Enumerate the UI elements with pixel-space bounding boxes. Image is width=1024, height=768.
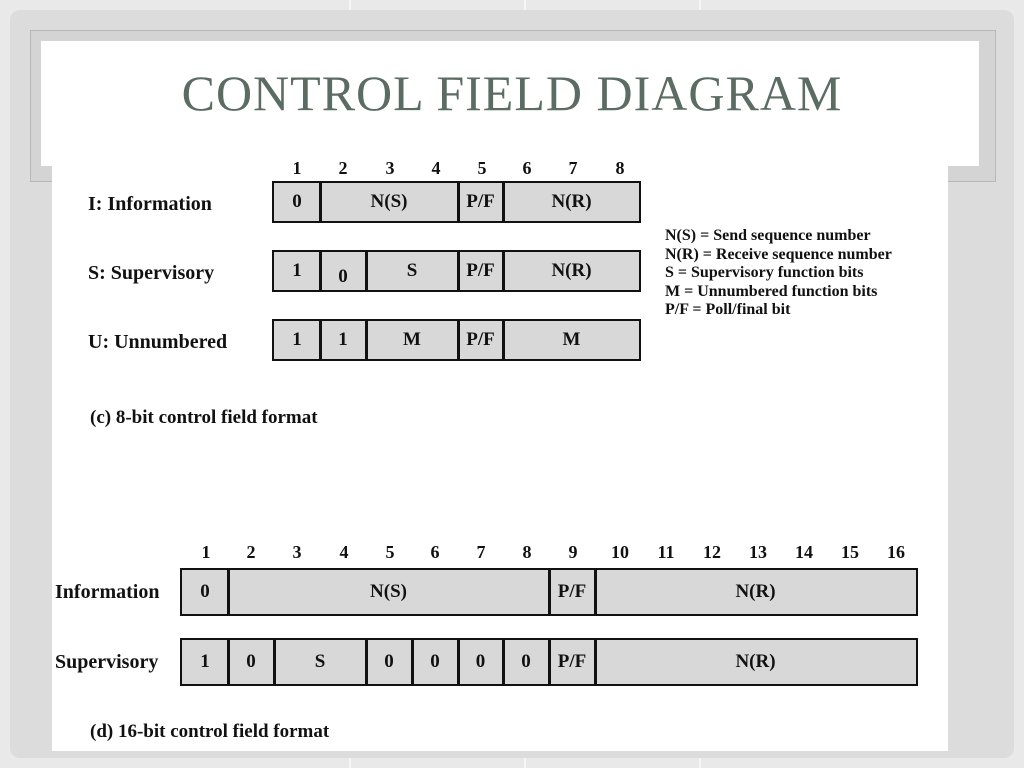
field-divider — [502, 250, 505, 292]
field-divider — [365, 319, 368, 361]
field-cell: N(R) — [551, 191, 592, 212]
field-cell: 0 — [200, 581, 210, 602]
caption-16bit: (d) 16-bit control field format — [90, 721, 330, 742]
legend-entry: P/F = Poll/final bit — [665, 301, 791, 318]
field-row-16bit — [180, 568, 918, 616]
field-divider — [457, 250, 460, 292]
row-label: U: Unnumbered — [88, 331, 228, 353]
field-cell: 1 — [338, 329, 348, 350]
field-row-8bit — [272, 181, 641, 223]
field-cell: 0 — [475, 651, 486, 672]
bit-number: 13 — [749, 542, 767, 562]
bit-number: 1 — [292, 158, 302, 178]
field-divider — [365, 250, 368, 292]
legend-entry: N(S) = Send sequence number — [665, 227, 871, 244]
field-cell: N(R) — [735, 651, 776, 672]
field-cell: 0 — [521, 651, 531, 672]
bit-number: 3 — [292, 542, 302, 562]
bit-number: 16 — [887, 542, 905, 562]
caption-8bit: (c) 8-bit control field format — [90, 407, 318, 428]
field-cell: 1 — [292, 260, 302, 281]
field-divider — [502, 181, 505, 223]
field-cell: 0 — [292, 191, 302, 212]
bit-number: 5 — [385, 542, 395, 562]
field-cell: 0 — [338, 266, 348, 287]
field-divider — [273, 638, 276, 686]
field-cell: P/F — [466, 329, 495, 350]
bit-number: 3 — [385, 158, 395, 178]
bit-number: 8 — [522, 542, 532, 562]
bit-number: 11 — [657, 542, 675, 562]
legend-entry: N(R) = Receive sequence number — [665, 245, 892, 263]
field-divider — [411, 638, 414, 686]
row-label: I: Information — [88, 193, 212, 215]
bit-number: 15 — [841, 542, 859, 562]
field-row-8bit — [272, 319, 641, 361]
field-divider — [594, 568, 597, 616]
field-divider — [319, 319, 322, 361]
bit-number: 4 — [431, 158, 441, 178]
field-row-16bit — [180, 638, 918, 686]
field-cell: N(R) — [551, 260, 592, 281]
bit-number: 6 — [430, 542, 440, 562]
control-field-diagram — [52, 155, 948, 751]
field-cell: P/F — [557, 581, 587, 602]
bit-number: 14 — [795, 542, 813, 562]
field-cell: N(S) — [370, 191, 408, 212]
field-cell: 1 — [200, 651, 210, 672]
field-cell: 0 — [430, 651, 440, 672]
field-divider — [457, 319, 460, 361]
field-cell: N(R) — [735, 581, 776, 602]
legend-entry: M = Unnumbered function bits — [665, 282, 878, 300]
field-cell: S — [314, 651, 326, 672]
row-label: S: Supervisory — [88, 262, 215, 284]
field-divider — [227, 638, 230, 686]
bit-number: 9 — [568, 542, 578, 562]
bit-number: 2 — [338, 158, 348, 178]
bit-number: 8 — [615, 158, 625, 178]
field-cell: P/F — [466, 260, 495, 281]
bit-number: 4 — [339, 542, 349, 562]
bit-number: 7 — [568, 158, 578, 178]
field-divider — [319, 181, 322, 223]
bit-number: 10 — [611, 542, 629, 562]
field-divider — [548, 568, 551, 616]
bit-number: 7 — [476, 542, 486, 562]
field-divider — [502, 319, 505, 361]
bit-number: 6 — [522, 158, 532, 178]
field-divider — [365, 638, 368, 686]
bit-number: 2 — [246, 542, 256, 562]
legend-entry: S = Supervisory function bits — [665, 264, 864, 281]
field-row-8bit — [272, 250, 641, 292]
field-cell: P/F — [557, 651, 587, 672]
field-divider — [457, 181, 460, 223]
field-cell: M — [403, 329, 421, 350]
slide-title: CONTROL FIELD DIAGRAM — [181, 65, 843, 121]
bit-number: 5 — [477, 158, 487, 178]
field-cell: S — [406, 260, 418, 281]
bit-number: 1 — [201, 542, 211, 562]
row-label: Supervisory — [55, 651, 159, 673]
field-cell: N(S) — [370, 581, 407, 602]
field-divider — [457, 638, 460, 686]
bit-number: 12 — [703, 542, 721, 562]
field-cell: 0 — [384, 651, 394, 672]
field-divider — [502, 638, 505, 686]
field-divider — [319, 250, 322, 292]
field-cell: 1 — [292, 329, 302, 350]
row-label: Information — [55, 581, 160, 603]
field-divider — [227, 568, 230, 616]
field-divider — [548, 638, 551, 686]
field-divider — [594, 638, 597, 686]
field-cell: P/F — [466, 191, 495, 212]
field-cell: 0 — [246, 651, 256, 672]
field-cell: M — [562, 329, 581, 350]
